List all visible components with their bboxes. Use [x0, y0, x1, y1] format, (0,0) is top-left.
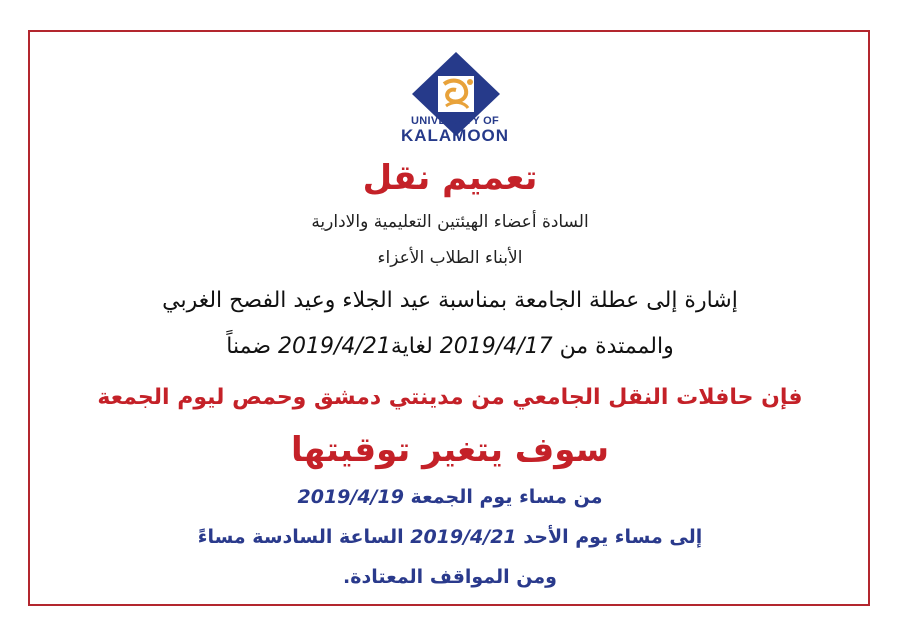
schedule-to-date: 2019/4/21	[410, 526, 517, 548]
schedule-to-label: إلى مساء يوم الأحد	[523, 526, 703, 548]
logo-text-line2: KALAMOON	[400, 126, 510, 145]
schedule-stops: ومن المواقف المعتادة.	[343, 566, 557, 588]
addressee-staff: السادة أعضاء الهيئتين التعليمية والادارية	[311, 212, 589, 232]
schedule-from-date: 2019/4/19	[297, 486, 404, 508]
notice-buses: فإن حافلات النقل الجامعي من مدينتي دمشق وحمص ليوم الجمعة	[97, 385, 803, 410]
period-suffix: ضمناً	[226, 334, 272, 359]
period-start-date: 2019/4/17	[439, 334, 553, 359]
addressee-students: الأبناء الطلاب الأعزاء	[377, 248, 523, 268]
holiday-period	[0, 334, 900, 359]
period-mid: لغاية	[390, 334, 433, 359]
period-end-date: 2019/4/21	[278, 334, 391, 359]
schedule-from-label: من مساء يوم الجمعة	[410, 486, 603, 508]
schedule-from	[0, 486, 900, 508]
document-title: تعميم نقل	[362, 158, 538, 198]
schedule-to	[0, 526, 900, 548]
schedule-to-time: الساعة السادسة مساءً	[197, 526, 404, 548]
logo-text-line1: UNIVERSITY OF	[410, 115, 500, 127]
period-prefix: والممتدة من	[559, 334, 674, 359]
logo-caption	[395, 116, 515, 144]
holiday-reason: إشارة إلى عطلة الجامعة بمناسبة عيد الجلاء وعيد الفصح الغربي	[162, 288, 738, 313]
notice-headline: سوف يتغير توقيتها	[290, 430, 610, 470]
